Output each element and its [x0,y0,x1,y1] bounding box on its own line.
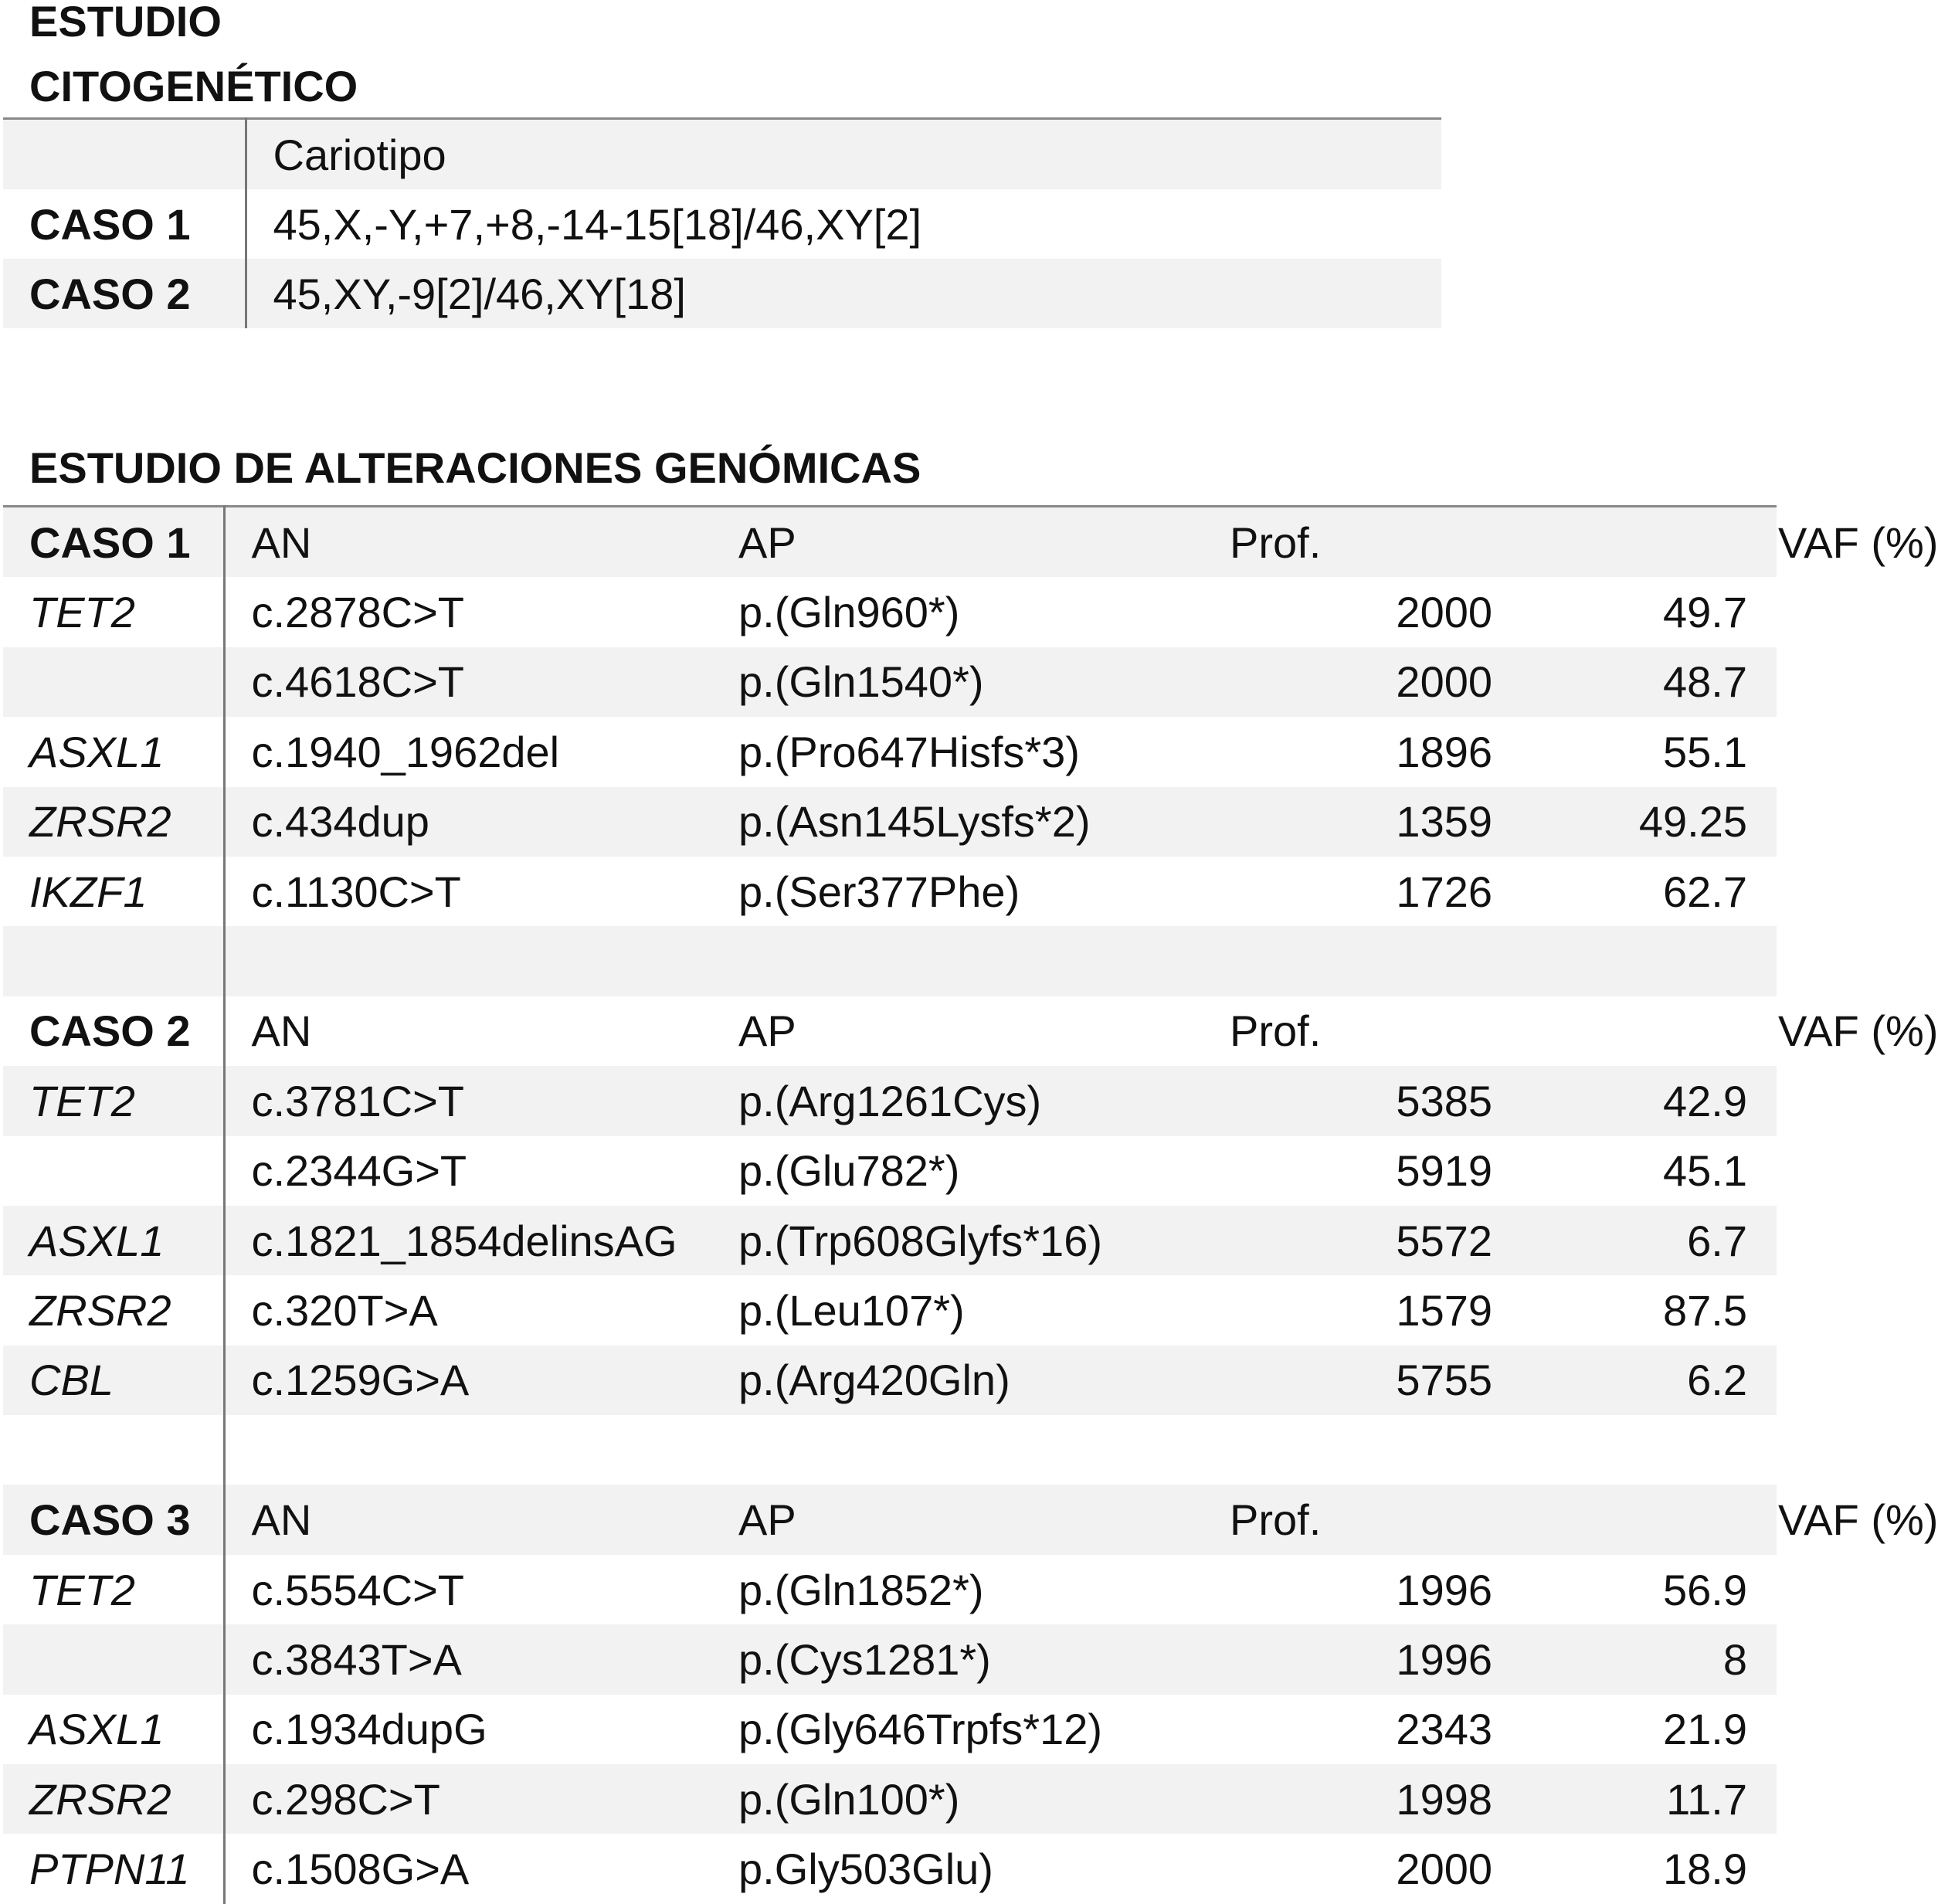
cyto-header-karyotype: Cariotipo [246,119,1441,190]
cyto-row [3,189,1441,259]
variant-row [3,577,1777,647]
vaf-value: 6.7 [1492,1206,1777,1275]
gene-name: ZRSR2 [29,1285,171,1335]
spacer-cell [1492,1415,1777,1485]
cyto-title-line2: CITOGENÉTICO [29,62,358,110]
cyto-header-empty [3,119,246,190]
depth-value: 1359 [1201,787,1492,857]
gene-name: ASXL1 [29,1705,165,1754]
depth-value: 2000 [1396,588,1492,637]
nucleotide-change: c.4618C>T [224,647,738,717]
gene-name: ZRSR2 [3,787,224,857]
protein-change: p.(Ser377Phe) [738,867,1020,916]
cyto-karyotype-value: 45,XY,-9[2]/46,XY[18] [246,259,1441,328]
nucleotide-change: c.434dup [224,787,738,857]
col-header-an: AN [224,1485,738,1554]
spacer-cell [1492,926,1777,996]
variant-row [3,1624,1777,1694]
protein-change: p.(Gln100*) [738,1764,1201,1834]
variant-row [3,1764,1777,1834]
nucleotide-change: c.3843T>A [224,1624,738,1694]
variant-row [3,787,1777,857]
vaf-value: 45.1 [1663,1146,1747,1196]
spacer-cell [3,926,224,996]
protein-change: p.(Gln1852*) [738,1565,984,1614]
spacer-cell [738,1415,1201,1485]
nucleotide-change: c.3781C>T [224,1066,738,1135]
variant-row [3,1555,1777,1624]
gene-name: TET2 [29,588,135,637]
cyto-row [3,259,1441,328]
spacer-row [3,1415,1777,1485]
case-header-row [3,996,1777,1066]
variant-row [3,1695,1777,1764]
variant-row [3,1346,1777,1415]
cyto-case-label: CASO 2 [3,259,246,328]
depth-value: 5385 [1201,1066,1492,1135]
vaf-value: 42.9 [1492,1066,1777,1135]
vaf-value: 6.2 [1492,1346,1777,1415]
col-header-ap: AP [738,1485,1201,1554]
nucleotide-change: c.298C>T [224,1764,738,1834]
vaf-value: 49.7 [1663,588,1747,637]
gene-name [3,1136,224,1206]
protein-change: p.(Gln960*) [738,588,960,637]
cyto-title-line1: ESTUDIO [29,0,222,46]
depth-value: 1998 [1201,1764,1492,1834]
depth-value: 2343 [1396,1705,1492,1754]
nucleotide-change: c.1130C>T [224,857,738,926]
col-header-an: AN [224,996,738,1066]
variant-row [3,717,1777,786]
nucleotide-change: c.1940_1962del [224,717,738,786]
spacer-cell [224,926,738,996]
case-label: CASO 1 [3,507,224,578]
case-header-row [3,507,1777,578]
nucleotide-change: c.1259G>A [224,1346,738,1415]
protein-change: p.Gly503Glu) [738,1845,993,1894]
nucleotide-change: c.5554C>T [224,1555,738,1624]
depth-value: 5572 [1201,1206,1492,1275]
protein-change: p.(Arg420Gln) [738,1346,1201,1415]
col-header-vaf: VAF (%) [1778,1006,1938,1056]
nucleotide-change: c.2344G>T [224,1136,738,1206]
case-label: CASO 3 [3,1485,224,1554]
gene-name: TET2 [29,1565,135,1614]
gene-name: TET2 [3,1066,224,1135]
gene-name [3,647,224,717]
gene-name: PTPN11 [29,1845,190,1894]
variant-row [3,647,1777,717]
vaf-value: 49.25 [1492,787,1777,857]
variant-row [3,1206,1777,1275]
col-header-vaf: VAF (%) [1492,507,1777,578]
cyto-section-title [29,0,358,119]
depth-value: 1996 [1396,1565,1492,1614]
case-header-row [3,1485,1777,1554]
gene-name: ASXL1 [3,1206,224,1275]
protein-change: p.(Asn145Lysfs*2) [738,787,1201,857]
nucleotide-change: c.2878C>T [224,577,738,647]
gene-name [3,1624,224,1694]
col-header-prof: Prof. [1230,1006,1322,1056]
variant-row [3,1275,1777,1345]
protein-change: p.(Glu782*) [738,1146,960,1196]
col-header-vaf: VAF (%) [1492,1485,1777,1554]
depth-value: 2000 [1396,1845,1492,1894]
gene-name: ZRSR2 [3,1764,224,1834]
vaf-value: 48.7 [1492,647,1777,717]
nucleotide-change: c.1508G>A [224,1834,738,1903]
vaf-value: 62.7 [1663,867,1747,916]
vaf-value: 21.9 [1663,1705,1747,1754]
variant-row [3,857,1777,926]
col-header-ap: AP [738,507,1201,578]
protein-change: p.(Trp608Glyfs*16) [738,1206,1201,1275]
vaf-value: 55.1 [1663,727,1747,776]
depth-value: 5755 [1201,1346,1492,1415]
case-label: CASO 2 [29,1006,191,1056]
variant-row [3,1066,1777,1135]
nucleotide-change: c.1934dupG [224,1695,738,1764]
nucleotide-change: c.1821_1854delinsAG [224,1206,738,1275]
spacer-cell [1201,1415,1492,1485]
spacer-cell [3,1415,224,1485]
protein-change: p.(Leu107*) [738,1285,965,1335]
variant-row [3,1136,1777,1206]
vaf-value: 11.7 [1492,1764,1777,1834]
variant-row [3,1834,1777,1903]
genomic-section-title: ESTUDIO DE ALTERACIONES GENÓMICAS [29,443,921,492]
depth-value: 1726 [1396,867,1492,916]
col-header-prof: Prof. [1201,507,1492,578]
spacer-cell [224,1415,738,1485]
vaf-value: 87.5 [1663,1285,1747,1335]
vaf-value: 18.9 [1663,1845,1747,1894]
cyto-header-row [3,119,1441,190]
cyto-karyotype-value: 45,X,-Y,+7,+8,-14-15[18]/46,XY[2] [246,189,1441,259]
vaf-value: 56.9 [1663,1565,1747,1614]
depth-value: 5919 [1396,1146,1492,1196]
depth-value: 1579 [1396,1285,1492,1335]
vaf-value: 8 [1492,1624,1777,1694]
depth-value: 2000 [1201,647,1492,717]
gene-name: ASXL1 [29,727,165,776]
protein-change: p.(Gly646Trpfs*12) [738,1705,1102,1754]
col-header-an: AN [224,507,738,578]
genomic-table [3,505,1938,1904]
spacer-cell [1201,926,1492,996]
gene-name: CBL [3,1346,224,1415]
protein-change: p.(Gln1540*) [738,647,1201,717]
genomic-table-body [3,507,1938,1904]
cytogenetic-table [3,117,1441,328]
spacer-row [3,926,1777,996]
protein-change: p.(Arg1261Cys) [738,1066,1201,1135]
nucleotide-change: c.320T>A [224,1275,738,1345]
protein-change: p.(Pro647Hisfs*3) [738,727,1080,776]
cyto-case-label: CASO 1 [29,199,191,249]
depth-value: 1996 [1201,1624,1492,1694]
spacer-cell [738,926,1201,996]
col-header-ap: AP [738,1006,796,1056]
depth-value: 1896 [1396,727,1492,776]
gene-name: IKZF1 [29,867,148,916]
protein-change: p.(Cys1281*) [738,1624,1201,1694]
col-header-prof: Prof. [1201,1485,1492,1554]
